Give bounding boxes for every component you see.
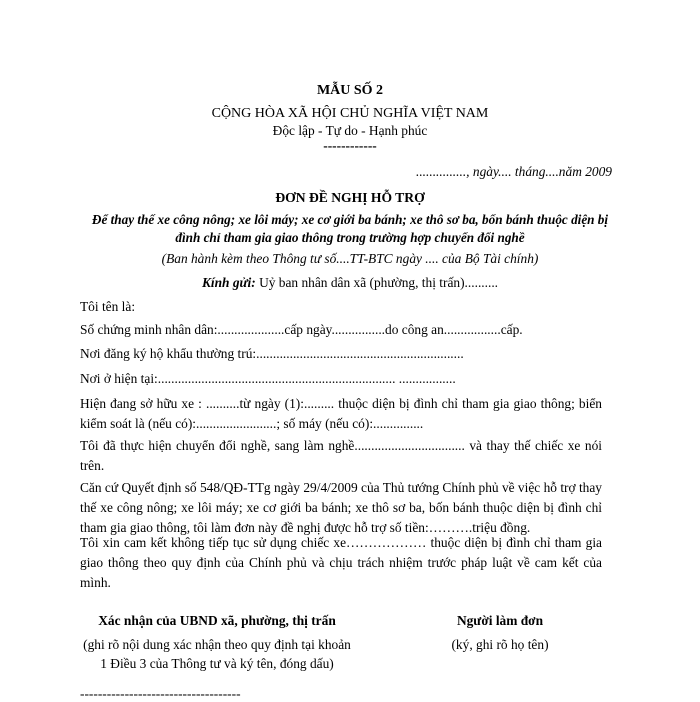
field-name: Tôi tên là:: [80, 299, 136, 314]
field-commitment: Tôi xin cam kết không tiếp tục sử dụng chiếc xe……………… thuộc diện bị đình chỉ tham gia giao thông theo quy định của Chính phủ và chịu trách nhiệm trước pháp luật về cam kết của mình.: [80, 535, 602, 590]
signature-left-note: (ghi rõ nội dung xác nhận theo quy định tại khoản 1 Điều 3 của Thông tư và ký tên, đóng dấu): [83, 637, 351, 671]
addressee-label: Kính gửi:: [201, 275, 256, 290]
field-legal-basis: Căn cứ Quyết định số 548/QĐ-TTg ngày 29/4/2009 của Thủ tướng Chính phủ về việc hỗ trợ thay thế xe công nông; xe lôi máy; xe cơ giới ba bánh; xe thô sơ ba, bốn bánh thuộc diện bị đình chỉ tham gia giao thông, tôi làm đơn này đề nghị được hỗ trợ số tiền:……….triệu đồng.: [80, 480, 602, 535]
addressee: [0, 275, 700, 291]
issued-note: (Ban hành kèm theo Thông tư số....TT-BTC ngày .... của Bộ Tài chính): [161, 251, 539, 266]
field-current-address: Nơi ở hiện tại:....................................................................... .................: [80, 371, 456, 386]
field-ownership: Hiện đang sở hữu xe : ..........từ ngày (1):......... thuộc diện bị đình chỉ tham gia giao thông; biển kiểm soát là (nếu có):........................; số máy (nếu có):...............: [80, 396, 602, 431]
signature-right-title: Người làm đơn: [456, 613, 544, 628]
document-subtitle: Để thay thế xe công nông; xe lôi máy; xe cơ giới ba bánh; xe thô sơ ba, bốn bánh thuộc diện bị đình chỉ tham gia giao thông trong trường hợp chuyển đổi nghề: [91, 212, 609, 245]
form-number: MẪU SỐ 2: [316, 83, 384, 98]
motto: Độc lập - Tự do - Hạnh phúc: [272, 123, 428, 138]
signature-left-title: Xác nhận của UBND xã, phường, thị trấn: [98, 613, 336, 628]
footer-rule: ------------------------------------: [80, 686, 241, 701]
signature-right: [420, 611, 580, 654]
country-name: CỘNG HÒA XÃ HỘI CHỦ NGHĨA VIỆT NAM: [211, 106, 489, 121]
field-residence: Nơi đăng ký hộ khẩu thường trú:..............................................................: [80, 346, 464, 361]
addressee-value: Uỷ ban nhân dân xã (phường, thị trấn)..........: [255, 275, 499, 290]
date-line: ..............., ngày.... tháng....năm 2009: [415, 164, 612, 179]
field-career-change: Tôi đã thực hiện chuyển đổi nghề, sang làm nghề................................. và thay thế chiếc xe nói trên.: [80, 438, 602, 473]
document-title: ĐƠN ĐỀ NGHỊ HỖ TRỢ: [275, 190, 425, 205]
motto-rule: ------------: [323, 138, 377, 153]
signature-left: [82, 611, 352, 673]
signature-right-note: (ký, ghi rõ họ tên): [451, 637, 549, 652]
field-id-card: Số chứng minh nhân dân:....................cấp ngày................do công an.................cấp.: [80, 322, 523, 337]
